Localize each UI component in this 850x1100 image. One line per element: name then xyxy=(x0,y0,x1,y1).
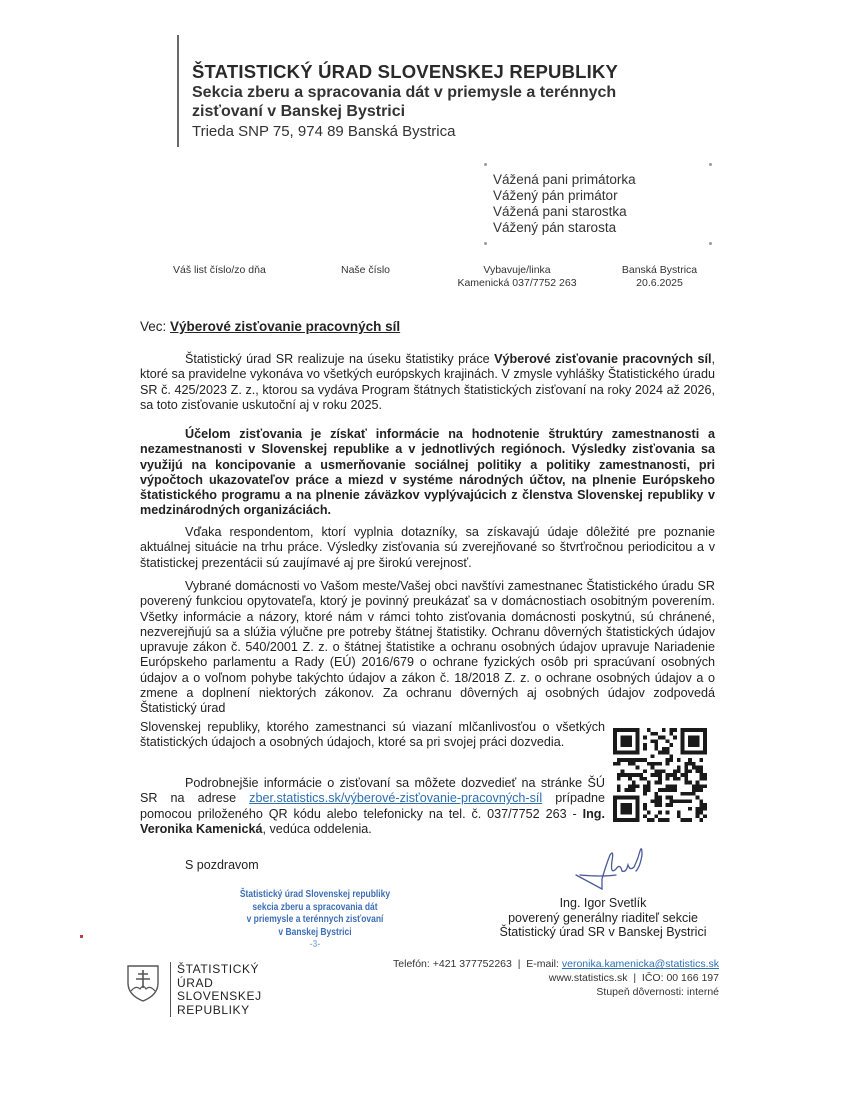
recipient-line: Vážený pán primátor xyxy=(493,188,618,203)
org-section-line1: Sekcia zberu a spracovania dát v priemysle a terénnych xyxy=(192,84,617,101)
subject-text: Výberové zisťovanie pracovných síl xyxy=(170,319,401,334)
org-address: Trieda SNP 75, 974 89 Banská Bystrica xyxy=(192,123,456,140)
scan-artifact xyxy=(80,935,83,938)
signature-icon xyxy=(572,845,657,895)
footer-website[interactable]: www.statistics.sk xyxy=(548,972,628,984)
recipient-block xyxy=(484,163,712,245)
corner-mark-icon xyxy=(484,242,487,245)
corner-mark-icon xyxy=(484,163,487,166)
footer-phone: +421 377752263 xyxy=(432,958,512,970)
subject-line xyxy=(140,319,400,334)
org-title: ŠTATISTICKÝ ÚRAD SLOVENSKEJ REPUBLIKY xyxy=(192,61,619,82)
recipient-line: Vážená pani starostka xyxy=(493,204,627,219)
recipient-line: Vážený pán starosta xyxy=(493,220,617,235)
greeting: S pozdravom xyxy=(185,858,259,872)
paragraph-2: Účelom zisťovania je získať informácie na hodnotenie štruktúry zamestnanosti a nezamestnanosti v Slovenskej republike a v jednotlivých regiónoch. Výsledky zisťovania sa využijú na koncipovanie a usmerňovanie sociálnej politiky a politiky zamestnanosti, pri výpočtoch ukazovateľov práce a miezd v systéme národných účtov, na plnenie Európskeho štatistického programu a na plnenie záväzkov vyplývajúcich z členstva Slovenskej republiky v medzinárodných organizáciách. xyxy=(140,427,715,518)
header-divider xyxy=(177,35,179,147)
org-section-line2: zisťovaní v Banskej Bystrici xyxy=(192,103,406,120)
footer-ico: 00 166 197 xyxy=(666,972,719,984)
corner-mark-icon xyxy=(709,242,712,245)
coat-of-arms-icon xyxy=(126,963,160,1003)
footer-divider xyxy=(170,962,171,1017)
official-stamp: Štatistický úrad Slovenskej republiky sekcia zberu a spracovania dát v priemysle a terénnych zisťovaní v Banskej Bystrici -3- xyxy=(239,889,391,950)
recipient-line: Vážená pani primátorka xyxy=(493,172,636,187)
paragraph-3: Vďaka respondentom, ktorí vyplnia dotazníky, sa získavajú údaje dôležité pre poznanie aktuálnej situácie na trhu práce. Výsledky zisťovania sú zverejňované so štvrťročnou periodicitou a v štatistickej prezentácii sú zaujímavé aj pre širokú verejnosť. xyxy=(140,525,715,570)
paragraph-5: Podrobnejšie informácie o zisťovaní sa môžete dozvedieť na stránke ŠÚ SR na adrese zber.statistics.sk/výberové-zisťovanie-pracovných-síl prípadne pomocou priloženého QR kódu alebo telefonicky na tel. č. 037/7752 263 - Ing. Veronika Kamenická, vedúca oddelenia. xyxy=(140,776,605,836)
paragraph-4: Vybrané domácnosti vo Vašom meste/Vašej obci navštívi zamestnanec Štatistického úradu SR poverený funkciou opytovateľa, ktorý je povinný preukázať sa v domácnostiach osobitným poverením. Všetky informácie a názory, ktoré nám v rámci tohto zisťovania domácnosti poskytnú, sú chránené, nezverejňujú sa a slúžia výlučne pre potreby štátnej štatistiky. Ochranu dôverných štatistických údajov upravuje zákon č. 540/2001 Z. z. o štátnej štatistike a ochranu osobných údajov upravuje Nariadenie Európskeho parlamentu a Rady (EÚ) 2016/679 o ochrane fyzických osôb pri spracúvaní osobných údajov a o voľnom pohybe takýchto údajov a zákon č. 18/2018 Z. z. o ochrane osobných údajov a o zmene a doplnení niektorých zákonov. Za ochranu dôverných aj osobných údajov zodpovedá Štatistický úrad xyxy=(140,579,715,716)
footer-org-name: ŠTATISTICKÝ ÚRAD SLOVENSKEJ REPUBLIKY xyxy=(177,962,262,1017)
signer-role: poverený generálny riaditeľ sekcie xyxy=(508,910,698,925)
footer-contact: Telefón: +421 377752263 | E-mail: veronika.kamenicka@statistics.sk www.statistics.sk | IČO: 00 166 197 Stupeň dôvernosti: interné xyxy=(393,958,719,998)
signer-org: Štatistický úrad SR v Banskej Bystrici xyxy=(499,925,707,939)
footer-confidentiality: interné xyxy=(686,986,719,998)
ref-handled-by: Vybavuje/linka Kamenická 037/7752 263 xyxy=(457,264,577,289)
ref-your-letter: Váš list číslo/zo dňa xyxy=(173,264,266,276)
ref-our-number: Naše číslo xyxy=(341,264,391,276)
corner-mark-icon xyxy=(709,163,712,166)
signer-block xyxy=(478,896,728,940)
letterhead xyxy=(192,61,712,141)
paragraph-4-continued: Slovenskej republiky, ktorého zamestnanci sú viazaní mlčanlivosťou o všetkých štatistických údajoch a osobných údajoch, ktoré sa pri svojej práci dozvedia. xyxy=(140,720,605,750)
subject-label: Vec: xyxy=(140,319,167,334)
signer-name: Ing. Igor Svetlík xyxy=(559,896,647,910)
ref-place-date: Banská Bystrica 20.6.2025 xyxy=(621,264,698,289)
survey-link[interactable]: zber.statistics.sk/výberové-zisťovanie-pracovných-síl xyxy=(249,791,543,806)
footer-email-link[interactable]: veronika.kamenicka@statistics.sk xyxy=(561,958,719,970)
paragraph-1: Štatistický úrad SR realizuje na úseku štatistiky práce Výberové zisťovanie pracovných síl, ktoré sa pravidelne vykonáva vo všetkých európskych krajinách. V zmysle vyhlášky Štatistického úradu SR č. 425/2023 Z. z., ktorou sa vydáva Program štátnych štatistických zisťovaní na roky 2024 až 2026, sa toto zisťovanie uskutoční aj v roku 2025. xyxy=(140,352,715,412)
qr-code[interactable] xyxy=(613,728,707,822)
